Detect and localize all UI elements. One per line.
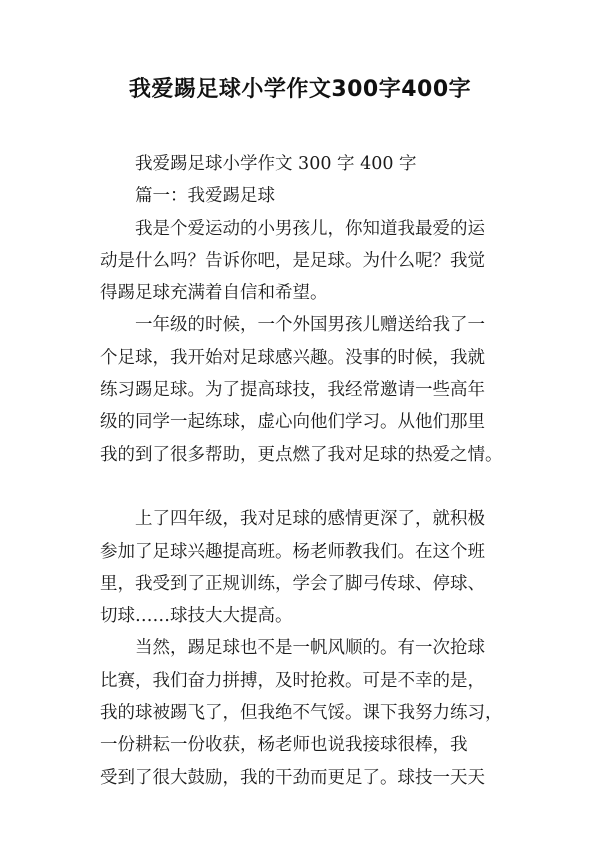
blank-line bbox=[100, 471, 520, 503]
text-line: 我的到了很多帮助，更点燃了我对足球的热爱之情。 bbox=[100, 444, 503, 465]
text-line: 一年级的时候，一个外国男孩儿赠送给我了一 bbox=[135, 315, 485, 336]
text-line: 练习踢足球。为了提高球技，我经常邀请一些高年 bbox=[100, 380, 485, 401]
text-line: 当然，踢足球也不是一帆风顺的。有一次抢球 bbox=[135, 638, 485, 659]
text-line: 篇一：我爱踢足球 bbox=[135, 186, 275, 207]
text-line: 受到了很大鼓励，我的干劲而更足了。球技一天天 bbox=[100, 767, 485, 788]
text-line: 比赛，我们奋力拼搏，及时抢救。可是不幸的是， bbox=[100, 670, 485, 691]
text-line: 个足球，我开始对足球感兴趣。没事的时候，我就 bbox=[100, 347, 485, 368]
text-line: 我的球被踢飞了，但我绝不气馁。课下我努力练习， bbox=[100, 703, 503, 724]
text-line: 切球……球技大大提高。 bbox=[100, 606, 293, 627]
document-title: 我爱踢足球小学作文300字400字 bbox=[128, 77, 472, 102]
text-line: 我爱踢足球小学作文 300 字 400 字 bbox=[135, 154, 417, 174]
text-line: 动是什么吗？告诉你吧，是足球。为什么呢？我觉 bbox=[100, 250, 485, 271]
text-line: 一份耕耘一份收获，杨老师也说我接球很棒，我 bbox=[100, 735, 468, 756]
document-body bbox=[100, 148, 520, 794]
text-line: 得踢足球充满着自信和希望。 bbox=[100, 283, 328, 304]
text-line: 级的同学一起练球，虚心向他们学习。从他们那里 bbox=[100, 412, 485, 433]
text-line: 里，我受到了正规训练，学会了脚弓传球、停球、 bbox=[100, 573, 485, 594]
text-line: 参加了足球兴趣提高班。杨老师教我们。在这个班 bbox=[100, 541, 485, 562]
text-line: 上了四年级，我对足球的感情更深了，就积极 bbox=[135, 509, 485, 530]
text-line: 我是个爱运动的小男孩儿，你知道我最爱的运 bbox=[135, 218, 485, 239]
